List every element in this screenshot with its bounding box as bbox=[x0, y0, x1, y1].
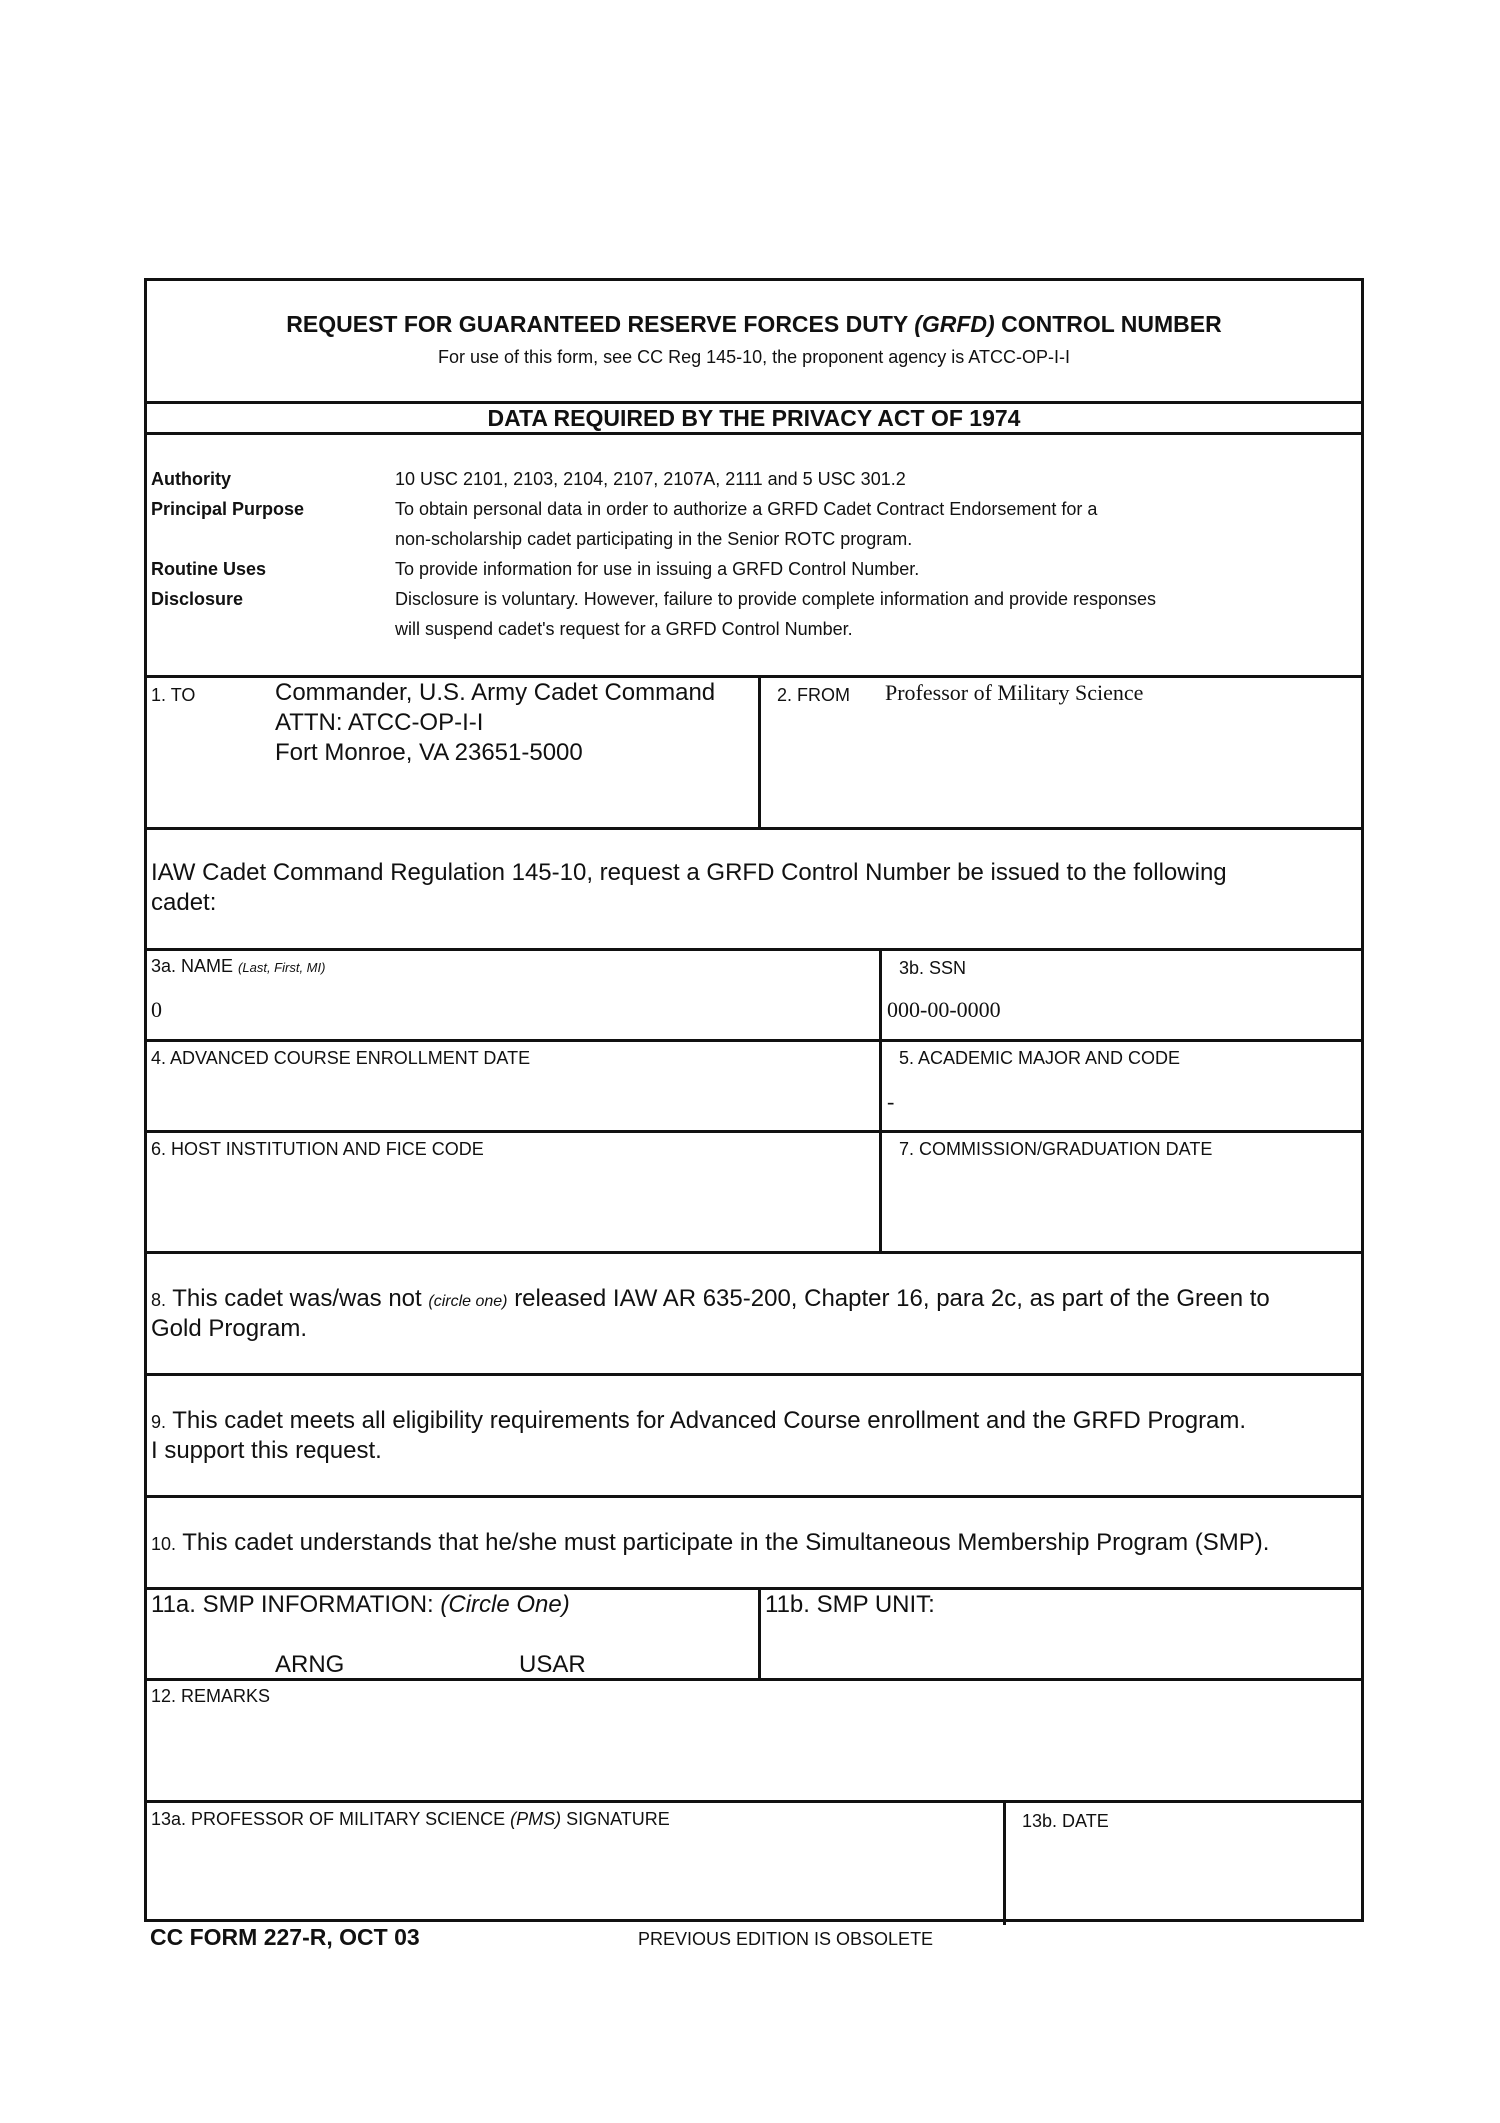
item9-line2: I support this request. bbox=[151, 1437, 382, 1464]
smp-option-usar[interactable]: USAR bbox=[519, 1651, 586, 1678]
pms-signature-label-b: SIGNATURE bbox=[566, 1809, 670, 1829]
column-divider bbox=[758, 1587, 761, 1678]
authority-label: Authority bbox=[151, 469, 231, 489]
divider bbox=[147, 948, 1361, 951]
ssn-label: 3b. SSN bbox=[899, 958, 967, 978]
item10-text: This cadet understands that he/she must participate in the Simultaneous Membership Program (SMP). bbox=[182, 1529, 1270, 1556]
divider bbox=[147, 1678, 1361, 1681]
item8-number: 8. bbox=[151, 1290, 167, 1310]
column-divider bbox=[879, 948, 882, 1251]
divider bbox=[147, 1251, 1361, 1254]
name-label bbox=[151, 956, 325, 977]
column-divider bbox=[1003, 1800, 1006, 1925]
ssn-field[interactable]: 000-00-0000 bbox=[887, 997, 1001, 1022]
date-label: 13b. DATE bbox=[1022, 1811, 1109, 1831]
divider bbox=[147, 401, 1361, 404]
divider bbox=[147, 1800, 1361, 1803]
name-field[interactable]: 0 bbox=[151, 997, 162, 1022]
item9-line1 bbox=[151, 1407, 1246, 1435]
divider bbox=[147, 1587, 1361, 1590]
to-line1[interactable]: Commander, U.S. Army Cadet Command bbox=[275, 679, 716, 706]
item8-line2: Gold Program. bbox=[151, 1315, 308, 1342]
commission-date-label: 7. COMMISSION/GRADUATION DATE bbox=[899, 1139, 1213, 1159]
authority-text: 10 USC 2101, 2103, 2104, 2107, 2107A, 2111 and 5 USC 301.2 bbox=[395, 469, 906, 489]
name-label-text: 3a. NAME bbox=[151, 956, 234, 976]
disclosure-line2: will suspend cadet's request for a GRFD Control Number. bbox=[395, 619, 853, 639]
pms-signature-label-a: 13a. PROFESSOR OF MILITARY SCIENCE bbox=[151, 1809, 506, 1829]
item8-text-a: This cadet was/was not bbox=[172, 1285, 422, 1312]
pms-signature-label-italic: (PMS) bbox=[510, 1809, 562, 1829]
column-divider bbox=[758, 675, 761, 827]
major-field[interactable]: - bbox=[887, 1089, 895, 1114]
from-label: 2. FROM bbox=[777, 685, 851, 705]
enrollment-date-label: 4. ADVANCED COURSE ENROLLMENT DATE bbox=[151, 1048, 531, 1068]
remarks-label: 12. REMARKS bbox=[151, 1686, 271, 1706]
form-id: CC FORM 227-R, OCT 03 bbox=[150, 1924, 420, 1950]
divider bbox=[147, 432, 1361, 435]
smp-info-circle-note: (Circle One) bbox=[440, 1591, 570, 1618]
major-label: 5. ACADEMIC MAJOR AND CODE bbox=[899, 1048, 1181, 1068]
pms-signature-label bbox=[151, 1809, 670, 1830]
item8-text-b: released IAW AR 635-200, Chapter 16, para 2c, as part of the Green to bbox=[514, 1285, 1270, 1312]
to-line2[interactable]: ATTN: ATCC-OP-I-I bbox=[275, 709, 484, 736]
principal-purpose-line2: non-scholarship cadet participating in the Senior ROTC program. bbox=[395, 529, 913, 549]
form-title-part1: REQUEST FOR GUARANTEED RESERVE FORCES DUTY bbox=[286, 311, 908, 337]
routine-uses-text: To provide information for use in issuing a GRFD Control Number. bbox=[395, 559, 920, 579]
smp-unit-label: 11b. SMP UNIT: bbox=[765, 1591, 935, 1618]
from-value[interactable]: Professor of Military Science bbox=[885, 680, 1144, 705]
to-line3[interactable]: Fort Monroe, VA 23651-5000 bbox=[275, 739, 583, 766]
disclosure-label: Disclosure bbox=[151, 589, 244, 609]
divider bbox=[147, 827, 1361, 830]
smp-option-arng[interactable]: ARNG bbox=[275, 1651, 345, 1678]
divider bbox=[147, 675, 1361, 678]
privacy-act-heading: DATA REQUIRED BY THE PRIVACY ACT OF 1974 bbox=[487, 405, 1021, 431]
form-title-part2: CONTROL NUMBER bbox=[1001, 311, 1222, 337]
principal-purpose-line1: To obtain personal data in order to authorize a GRFD Cadet Contract Endorsement for a bbox=[395, 499, 1098, 519]
to-label: 1. TO bbox=[151, 685, 196, 705]
host-institution-label: 6. HOST INSTITUTION AND FICE CODE bbox=[151, 1139, 484, 1159]
divider bbox=[147, 1039, 1361, 1042]
form-title bbox=[147, 311, 1361, 338]
smp-info-label-text: 11a. SMP INFORMATION: bbox=[151, 1591, 434, 1618]
routine-uses-label: Routine Uses bbox=[151, 559, 267, 579]
form-subtitle: For use of this form, see CC Reg 145-10, the proponent agency is ATCC-OP-I-I bbox=[438, 347, 1070, 367]
divider bbox=[147, 1130, 1361, 1133]
disclosure-line1: Disclosure is voluntary. However, failure to provide complete information and provide responses bbox=[395, 589, 1157, 609]
divider bbox=[147, 1495, 1361, 1498]
divider bbox=[147, 1373, 1361, 1376]
request-line2: cadet: bbox=[151, 889, 217, 916]
grfd-request-form bbox=[144, 278, 1364, 1922]
item8-circle-note: (circle one) bbox=[428, 1293, 508, 1310]
item9-text: This cadet meets all eligibility requirements for Advanced Course enrollment and the GRFD Program. bbox=[172, 1407, 1247, 1434]
edition-note: PREVIOUS EDITION IS OBSOLETE bbox=[638, 1929, 934, 1949]
form-title-italic: (GRFD) bbox=[914, 311, 995, 337]
smp-info-label bbox=[151, 1591, 570, 1619]
item10-line bbox=[151, 1529, 1269, 1557]
request-line1: IAW Cadet Command Regulation 145-10, request a GRFD Control Number be issued to the following bbox=[151, 859, 1227, 886]
name-label-hint: (Last, First, MI) bbox=[238, 960, 326, 975]
item9-number: 9. bbox=[151, 1412, 167, 1432]
item10-number: 10. bbox=[151, 1534, 177, 1554]
item8-line1 bbox=[151, 1285, 1270, 1313]
principal-purpose-label: Principal Purpose bbox=[151, 499, 305, 519]
